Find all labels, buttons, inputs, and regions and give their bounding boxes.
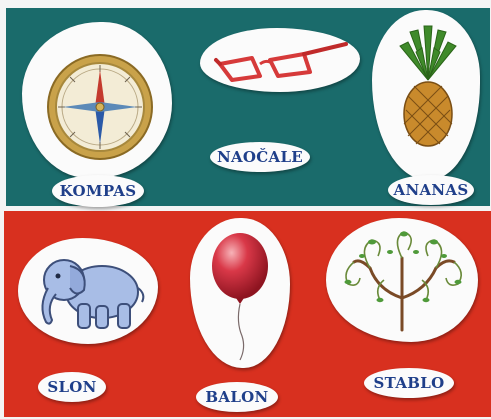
slon-word: SLON: [47, 378, 97, 396]
balloon-icon: [208, 232, 272, 362]
tree-icon: [338, 228, 468, 332]
eyeglasses-icon: [212, 38, 352, 84]
stablo-label: [364, 368, 454, 398]
elephant-icon: [30, 248, 150, 334]
ananas-label: [388, 175, 474, 205]
slon-label: [38, 372, 106, 402]
naocale-word: NAOČALE: [216, 148, 304, 166]
balon-word: BALON: [205, 388, 269, 406]
kompas-word: KOMPAS: [59, 182, 137, 200]
stablo-word: STABLO: [373, 374, 445, 392]
pineapple-icon: [396, 18, 460, 148]
ananas-word: ANANAS: [393, 181, 469, 199]
balon-label: [196, 382, 278, 412]
kompas-label: [52, 175, 144, 207]
naocale-label: [210, 142, 310, 172]
compass-icon: [45, 52, 155, 162]
